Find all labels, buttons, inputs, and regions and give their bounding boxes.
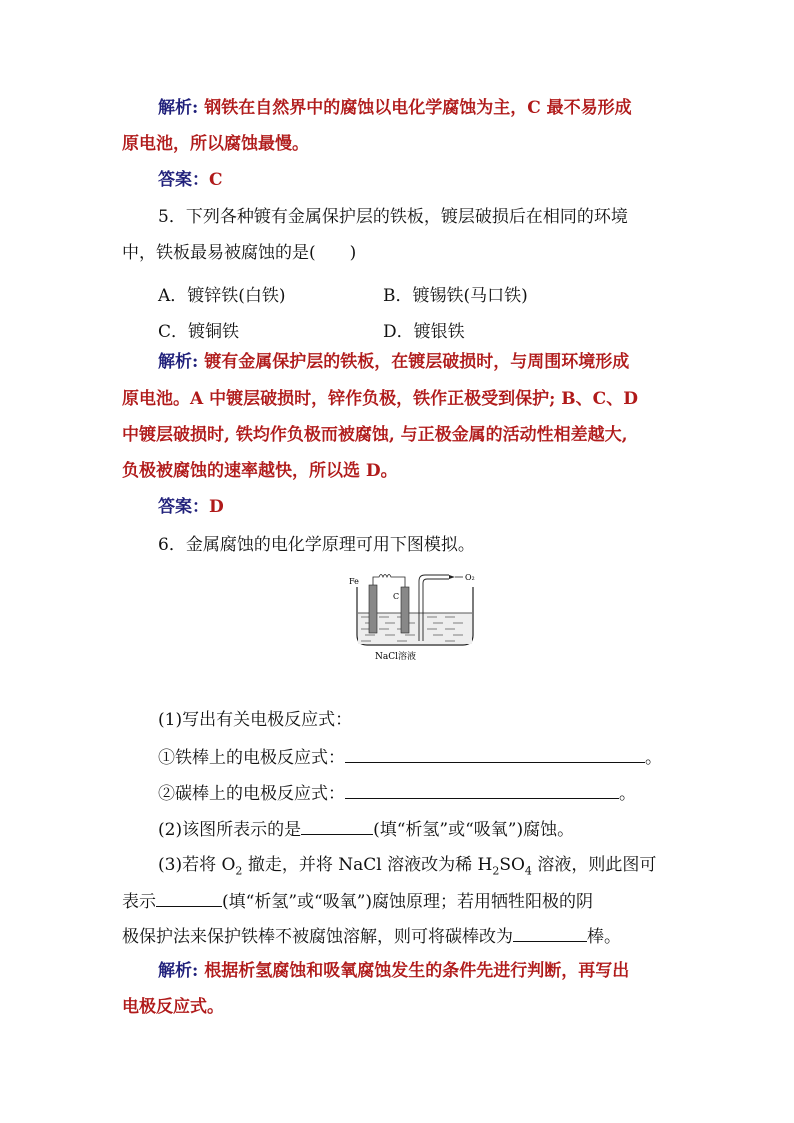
answer-value: D [209, 497, 224, 517]
analysis-text: 镀有金属保护层的铁板，在镀层破损时，与周围环境形成 [198, 352, 630, 372]
c-label: C [393, 592, 400, 601]
analysis-line: 原电池。A 中镀层破损时，锌作负极，铁作正极受到保护; B、C、D [122, 389, 638, 409]
option-c: C．镀铜铁 [158, 322, 240, 342]
period: 。 [619, 784, 636, 804]
option-b: B．镀锡铁(马口铁) [383, 286, 528, 306]
part-3-text: SO [499, 855, 525, 875]
arrow-icon [449, 575, 455, 579]
analysis-label: 解析: [158, 961, 199, 981]
answer-blank[interactable] [345, 746, 645, 763]
answer-blank[interactable] [513, 925, 587, 942]
analysis-line: 负极被腐蚀的速率越快，所以选 D。 [122, 461, 398, 481]
question-6-part-1a [158, 746, 662, 768]
analysis-line: 中镀层破损时, 铁均作负极而被腐蚀, 与正极金属的活动性相差越大, [122, 425, 628, 445]
question-6-part-3 [158, 855, 656, 881]
part-3-text: 溶液，则此图可 [531, 855, 657, 875]
o2-label: O₂ [465, 573, 475, 582]
analysis-line: 电极反应式。 [122, 997, 224, 1017]
analysis-label: 解析: [158, 352, 199, 372]
part-2-text: (填“析氢”或“吸氧”)腐蚀。 [373, 820, 575, 840]
electrochemical-cell-diagram [345, 565, 495, 665]
answer-blank[interactable] [301, 818, 373, 835]
question-6-title: 6．金属腐蚀的电化学原理可用下图模拟。 [158, 535, 475, 555]
period: 。 [645, 748, 662, 768]
option-d: D．镀银铁 [383, 322, 465, 342]
answer-blank[interactable] [345, 782, 619, 799]
analysis-line [158, 961, 629, 981]
part-3-text: 极保护法来保护铁棒不被腐蚀溶解，则可将碳棒改为 [122, 927, 513, 947]
analysis-label: 解析: [158, 98, 199, 118]
part-1b-text: ②碳棒上的电极反应式： [158, 784, 345, 804]
question-6-part-2 [158, 818, 574, 840]
question-6-part-1b [158, 782, 636, 804]
analysis-line [158, 352, 629, 372]
question-6-part-3-line-3 [122, 925, 621, 947]
part-3-text: (填“析氢”或“吸氧”)腐蚀原理；若用牺牲阳极的阴 [222, 892, 594, 912]
part-3-text: 撤走，并将 NaCl 溶液改为稀 H [242, 855, 493, 875]
subscript: 2 [235, 864, 243, 878]
question-5-line: 5．下列各种镀有金属保护层的铁板，镀层破损后在相同的环境 [158, 207, 628, 227]
fe-label: Fe [349, 577, 359, 586]
part-2-text: (2)该图所表示的是 [158, 820, 302, 840]
part-3-text: 棒。 [587, 927, 621, 947]
answer-label: 答案： [158, 497, 209, 517]
question-6-part-3-line-2 [122, 890, 593, 912]
part-1-text: (1)写出有关电极反应式： [158, 710, 353, 730]
analysis-line: 原电池，所以腐蚀最慢。 [122, 134, 309, 154]
answer-line [158, 170, 223, 190]
question-6-part-1 [158, 710, 352, 730]
analysis-line [158, 98, 632, 118]
answer-value: C [209, 170, 223, 190]
answer-blank[interactable] [156, 890, 222, 907]
analysis-text: 钢铁在自然界中的腐蚀以电化学腐蚀为主，C 最不易形成 [198, 98, 632, 118]
subscript: 2 [492, 864, 500, 878]
part-1a-text: ①铁棒上的电极反应式： [158, 748, 345, 768]
option-a: A．镀锌铁(白铁) [158, 286, 286, 306]
answer-label: 答案： [158, 170, 209, 190]
question-5-line: 中，铁板最易被腐蚀的是( ) [122, 243, 357, 263]
part-3-text: 表示 [122, 892, 156, 912]
analysis-text: 根据析氢腐蚀和吸氧腐蚀发生的条件先进行判断，再写出 [198, 961, 630, 981]
answer-line [158, 497, 224, 517]
part-3-text: (3)若将 O [158, 855, 236, 875]
subscript: 4 [524, 864, 532, 878]
figure-caption: NaCl溶液 [375, 652, 417, 662]
